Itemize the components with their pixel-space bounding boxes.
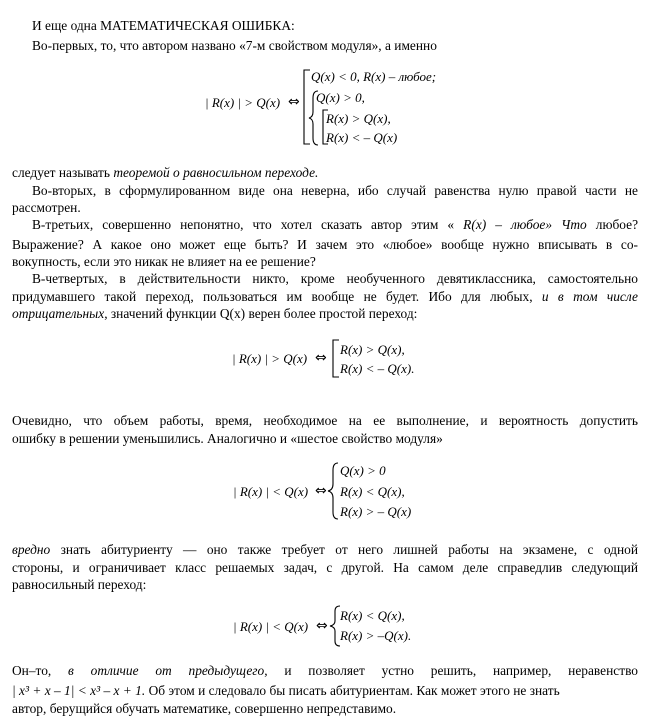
text-line: Во-первых, то, что автором названо «7-м свойством модуля», а именно	[32, 38, 437, 53]
formula-row: R(x) < – Q(x).	[340, 361, 415, 376]
inequality-example: | x³ + x – 1| < x³ – x + 1.	[12, 683, 146, 698]
text-line: Выражение? А какое оно может еще быть? И зачем это «любое» вообще нужно вписывать в со-	[12, 237, 638, 252]
text-line: равносильный переход:	[12, 577, 147, 592]
equivalence-arrow: ⇔	[315, 483, 327, 499]
text-line	[12, 288, 638, 305]
formula-row: R(x) > –Q(x).	[340, 628, 412, 643]
formula-row: R(x) > Q(x),	[326, 111, 391, 126]
formula-lhs: | R(x) | < Q(x)	[233, 484, 309, 499]
text-line	[12, 541, 638, 558]
italic-phrase: в отличие от предыдущего	[68, 663, 265, 678]
text-line: стороны, и ограничивает класс решаемых задач, с другой. На самом деле справедлив следующий	[12, 560, 638, 575]
set-bracket	[327, 338, 341, 380]
formula-row: Q(x) < 0, R(x) – любое;	[311, 69, 437, 84]
text-line: рассмотрен.	[12, 200, 81, 215]
text-span: , и позволяет устно решить, например, неравенство	[264, 663, 638, 678]
text-span: любое?	[586, 217, 639, 232]
equivalence-arrow: ⇔	[288, 94, 300, 110]
equivalence-arrow: ⇔	[315, 350, 327, 366]
formula-lhs: | R(x) | < Q(x)	[233, 619, 309, 634]
text-line: автор, берущийся обучать математике, совершенно непредставимо.	[12, 701, 397, 716]
text-span: В-третьих, совершенно непонятно, что хотел сказать автор этим «	[32, 217, 455, 232]
formula-row: R(x) > – Q(x)	[340, 504, 412, 519]
formula-row: Q(x) > 0,	[316, 90, 365, 105]
math-inline: R(x) – любое»	[454, 217, 562, 232]
text-span: знать абитуриенту — оно также требует от него лишней работы на экзамене, с одной	[50, 542, 638, 557]
formula-lhs: | R(x) | > Q(x)	[205, 95, 281, 110]
text-line: вокупность, если это никак не влияет на ее решение?	[12, 254, 316, 269]
text-span: , значений функции Q(x) верен более простой переход:	[104, 306, 418, 321]
italic-term: теоремой о равносильном переходе.	[113, 165, 319, 180]
text-line	[12, 305, 638, 322]
text-span: следует называть	[12, 165, 114, 180]
formula-row: R(x) < – Q(x)	[326, 130, 398, 145]
formula-row: R(x) < Q(x),	[340, 608, 405, 623]
equivalence-arrow: ⇔	[316, 618, 328, 634]
text-line: Во-вторых, в сформулированном виде она неверна, ибо случай равенства нулю правой части не	[32, 183, 638, 198]
italic-word: вредно	[12, 542, 51, 557]
formula-row: R(x) > Q(x),	[340, 342, 405, 357]
text-line	[12, 662, 638, 679]
text-line: ошибку в решении уменьшились. Аналогично и «шестое свойство модуля»	[12, 431, 443, 446]
italic-phrase: и в том числе	[541, 289, 638, 304]
text-line	[12, 682, 638, 699]
formula-row: Q(x) > 0	[340, 463, 386, 478]
intro-line: И еще одна МАТЕМАТИЧЕСКАЯ ОШИБКА:	[32, 18, 295, 33]
italic-word: отрицательных	[12, 306, 105, 321]
text-line: Очевидно, что объем работы, время, необходимое на ее выполнение, и вероятность допустить	[12, 413, 638, 428]
formula-row: R(x) < Q(x),	[340, 484, 405, 499]
text-span: Об этом и следовало бы писать абитуриентам. Как может этого не знать	[145, 683, 560, 698]
text-line	[12, 164, 638, 181]
system-brace	[326, 462, 340, 520]
text-line	[12, 216, 638, 233]
text-span: Он–то,	[12, 663, 69, 678]
formula-lhs: | R(x) | > Q(x)	[232, 351, 308, 366]
text-line: В-четвертых, в действительности никто, кроме необученного девятиклассника, самостоятельно	[32, 271, 638, 286]
italic-word: Что	[561, 217, 587, 232]
text-span: придумавшего такой переход, пользоваться им вообще не будет. Ибо для любых,	[12, 289, 542, 304]
